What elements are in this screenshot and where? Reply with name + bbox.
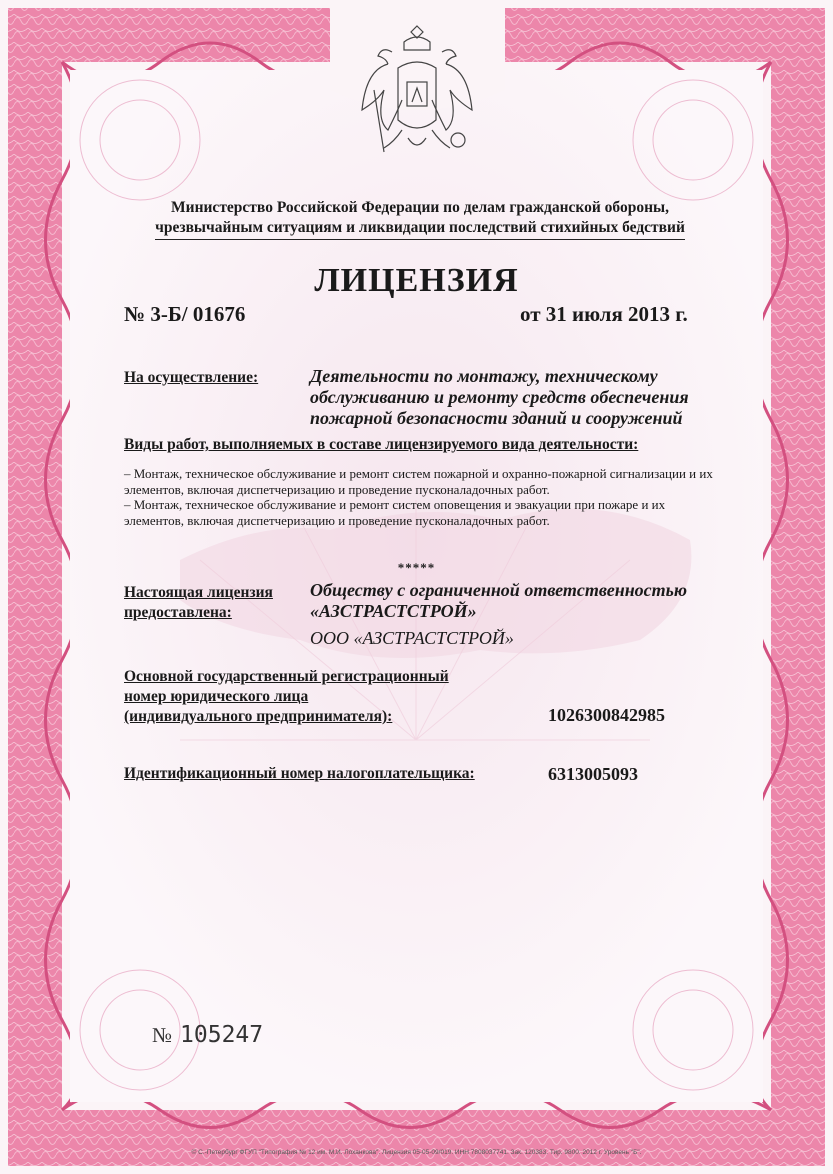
ministry-line-2: чрезвычайным ситуациям и ликвидации последствий стихийных бедствий [155, 218, 685, 240]
work-type-item: – Монтаж, техническое обслуживание и ремонт систем оповещения и эвакуации при пожаре и их элементов, включая диспетчеризацию и проведение пусконаладочных работ. [124, 497, 666, 528]
number-sign: № [152, 1023, 173, 1047]
ogrn-value: 1026300842985 [548, 705, 665, 725]
ministry-name [120, 198, 720, 240]
work-type-item: – Монтаж, техническое обслуживание и ремонт систем пожарной и охранно-пожарной сигнализации и их элементов, включая диспетчеризацию и проведение пусконаладочных работ. [124, 466, 713, 497]
holder-short-name: ООО «АЗСТРАСТСТРОЙ» [310, 628, 514, 648]
work-types-list [124, 466, 724, 528]
inn-value: 6313005093 [548, 764, 638, 784]
holder-label-line-2: предоставлена: [124, 604, 232, 621]
blank-serial-number [152, 1022, 263, 1048]
document-title: ЛИЦЕНЗИЯ [314, 262, 519, 299]
activity-text: Деятельности по монтажу, техническому обслуживанию и ремонту средств обеспечения пожарной безопасности зданий и сооружений [310, 366, 689, 428]
holder-full-name: Обществу с ограниченной ответственностью «АЗСТРАСТСТРОЙ» [310, 580, 688, 621]
ministry-line-1: Министерство Российской Федерации по делам гражданской обороны, [171, 199, 669, 216]
ogrn-label [124, 667, 449, 727]
ogrn-label-line-2: номер юридического лица [124, 688, 309, 705]
work-types-heading: Виды работ, выполняемых в составе лицензируемого вида деятельности: [124, 436, 639, 453]
license-number: № 3-Б/ 01676 [124, 302, 246, 326]
license-date: от 31 июля 2013 г. [520, 302, 688, 326]
separator: ***** [397, 560, 436, 575]
ogrn-label-line-1: Основной государственный регистрационный [124, 668, 449, 685]
ogrn-label-line-3: (индивидуального предпринимателя): [124, 708, 393, 725]
holder-label-line-1: Настоящая лицензия [124, 584, 273, 601]
inn-label: Идентификационный номер налогоплательщика: [124, 765, 475, 782]
printer-imprint: © С.-Петербург ФГУП "Типография № 12 им. М.И. Лоханкова". Лицензия 05-05-09/019. ИНН 7808037741. Зак. 120383. Тир. 9800. 2012 г. Уровень "Б". [191, 1149, 642, 1156]
holder-label [124, 583, 273, 623]
blank-number-value: 105247 [180, 1022, 264, 1048]
activity-label: На осуществление: [124, 369, 259, 386]
double-headed-eagle-emblem [358, 20, 476, 170]
